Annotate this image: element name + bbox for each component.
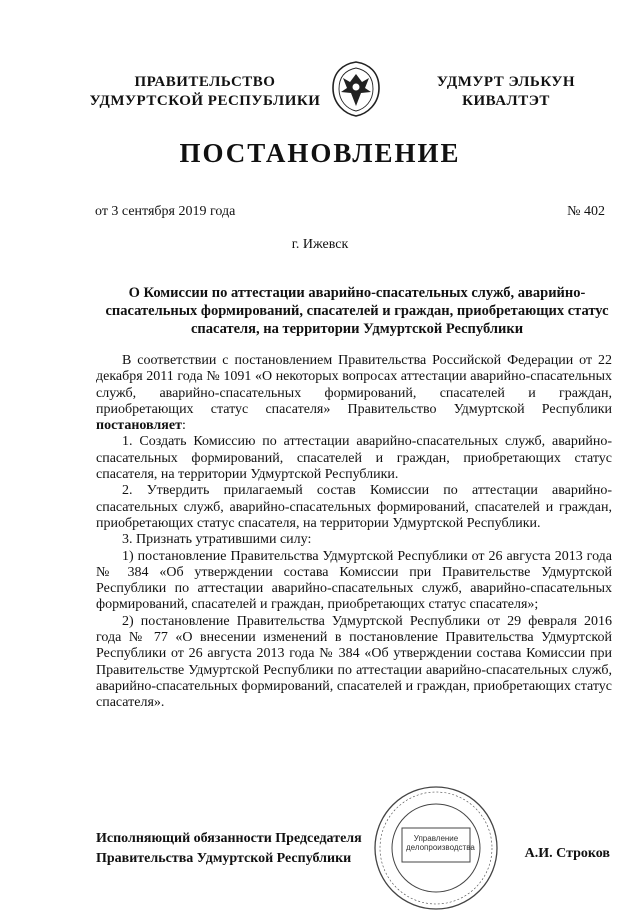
org-name-right [420, 73, 592, 111]
document-number: № 402 [567, 204, 605, 219]
document-city: г. Ижевск [291, 237, 349, 252]
document-type-title: ПОСТАНОВЛЕНИЕ [179, 138, 461, 168]
body-item-3-1: 1) постановление Правительства Удмуртской Республики от 26 августа 2013 года № 384 «Об утверждении состава Комиссии при Правительстве Удмуртской Республики по аттестации аварийно-спасательных служб, аварийно-спасательных формирований, спасателей и граждан, приобретающих статус спасателя»; [96, 548, 612, 613]
signatory-position [96, 829, 362, 869]
body-item-3: 3. Признать утратившими силу: [122, 532, 312, 548]
stamp-line2: делопроизводства [406, 843, 475, 852]
document-date: от 3 сентября 2019 года [95, 204, 236, 219]
body-intro: В соответствии с постановлением Правительства Российской Федерации от 22 декабря 2011 года № 1091 «О некоторых вопросах аттестации аварийно-спасательных служб, аварийно-спасательных формирований, спасателей и граждан, приобретающих статус спасателя» Правительство Удмуртской Республики постановляет: [96, 353, 612, 434]
body-item-3-2: 2) постановление Правительства Удмуртской Республики от 29 февраля 2016 года № 77 «О внесении изменений в постановление Правительства Удмуртской Республики от 26 августа 2013 года № 384 «Об утверждении состава Комиссии при Правительстве Удмуртской Республики по аттестации аварийно-спасательных служб, аварийно-спасательных формирований, спасателей и граждан, приобретающих статус спасателя». [96, 613, 612, 711]
coat-of-arms-icon [329, 60, 383, 118]
signatory-position-line1: Исполняющий обязанности Председателя [96, 831, 362, 846]
signatory-position-line2: Правительства Удмуртской Республики [96, 851, 352, 866]
stamp-line1: Управление [413, 834, 459, 843]
body-intro-bold: постановляет [96, 418, 182, 434]
org-name-left [80, 73, 330, 111]
body-item-1: 1. Создать Комиссию по аттестации аварийно-спасательных служб, аварийно-спасательных формирований, спасателей и граждан, приобретающих статус спасателя, на территории Удмуртской Республики. [96, 434, 612, 483]
org-left-line2: УДМУРТСКОЙ РЕСПУБЛИКИ [89, 93, 321, 109]
round-seal-stamp-icon [372, 784, 500, 912]
org-right-line2: КИВАЛТЭТ [462, 93, 550, 109]
signatory-name: А.И. Строков [524, 846, 610, 861]
document-body [96, 353, 612, 712]
document-subject: О Комиссии по аттестации аварийно-спасательных служб, аварийно-спасательных формирований, спасателей и граждан, приобретающих статус спасателя, на территории Удмуртской Республики [105, 285, 609, 337]
org-left-line1: ПРАВИТЕЛЬСТВО [134, 74, 276, 90]
body-item-2: 2. Утвердить прилагаемый состав Комиссии по аттестации аварийно-спасательных служб, аварийно-спасательных формирований, спасателей и граждан, приобретающих статус спасателя, на территории Удмуртской Республики. [96, 483, 612, 531]
org-right-line1: УДМУРТ ЭЛЬКУН [436, 74, 576, 90]
